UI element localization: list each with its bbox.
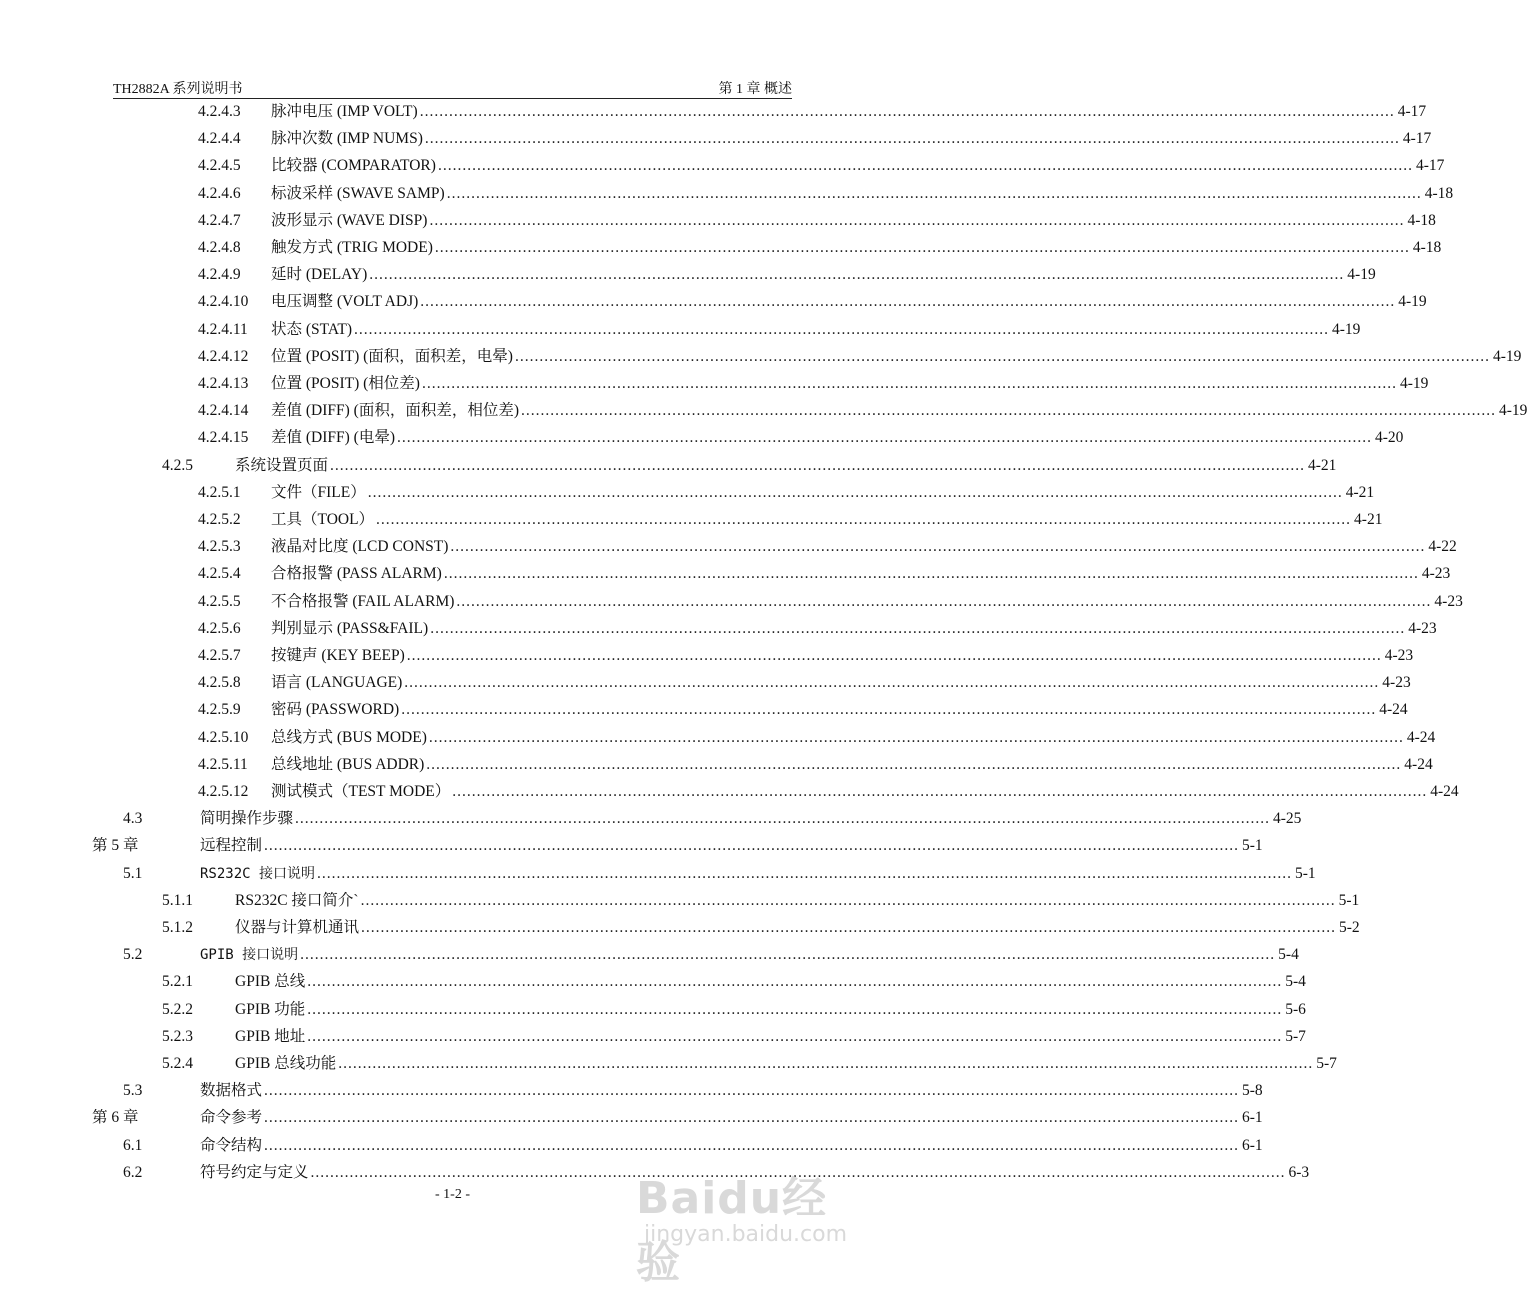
toc-entry-title: GPIB 功能	[235, 1000, 306, 1018]
toc-leader-dots: ........................................................................................................................................................................................................	[430, 619, 1406, 637]
toc-entry-number: 4.2.4.11	[198, 320, 248, 338]
toc-entry-line	[271, 180, 1454, 207]
toc-entry-number: 4.2.4.7	[198, 211, 241, 229]
toc-entry[interactable]	[198, 506, 1383, 533]
toc-entry-title: 不合格报警 (FAIL ALARM)	[271, 592, 455, 610]
toc-entry-page: 5-1	[1338, 891, 1360, 909]
toc-entry[interactable]	[198, 696, 1408, 723]
toc-entry-page: 5-7	[1285, 1027, 1306, 1045]
toc-entry-number: 第 5 章	[92, 837, 139, 855]
toc-leader-dots: ........................................................................................................................................................................................................	[434, 239, 1410, 256]
toc-entry-number: 4.2.5.1	[198, 483, 241, 501]
toc-entry-line	[235, 452, 1337, 479]
toc-entry-page: 4-18	[1412, 239, 1442, 256]
toc-entry-line	[235, 1023, 1306, 1050]
toc-leader-dots: ........................................................................................................................................................................................................	[426, 755, 1402, 773]
toc-entry[interactable]	[123, 860, 1316, 887]
toc-entry-number: 4.2.5.7	[198, 647, 241, 664]
toc-entry-page: 5-4	[1278, 946, 1299, 964]
toc-entry-line	[271, 506, 1383, 533]
toc-entry-number: 4.2.4.12	[198, 347, 249, 365]
toc-entry[interactable]	[162, 996, 1306, 1023]
toc-entry-title: 脉冲电压 (IMP VOLT)	[271, 103, 418, 120]
toc-entry-line	[271, 343, 1522, 370]
toc-leader-dots: ........................................................................................................................................................................................................	[307, 1027, 1283, 1045]
toc-entry[interactable]	[198, 724, 1436, 751]
toc-leader-dots: ........................................................................................................................................................................................................	[450, 538, 1426, 556]
toc-leader-dots: ........................................................................................................................................................................................................	[452, 783, 1428, 800]
toc-entry-title: 电压调整 (VOLT ADJ)	[271, 293, 419, 311]
toc-entry-number: 4.2.4.13	[198, 375, 249, 392]
toc-leader-dots: ........................................................................................................................................................................................................	[446, 184, 1422, 202]
toc-entry-number: 4.2.4.6	[198, 184, 241, 202]
toc-entry-line	[200, 860, 1316, 888]
toc-entry-page: 4-19	[1332, 320, 1361, 338]
toc-entry-line	[271, 261, 1376, 288]
toc-entry-title: 文件（FILE）	[271, 483, 366, 501]
toc-leader-dots: ........................................................................................................................................................................................................	[264, 1136, 1240, 1154]
toc-entry-number: 4.2.4.5	[198, 157, 241, 175]
toc-entry-number: 第 6 章	[92, 1109, 139, 1127]
toc-entry-page: 4-23	[1384, 647, 1414, 664]
toc-entry-title: 语言 (LANGUAGE)	[271, 674, 403, 692]
toc-entry-title: 仪器与计算机通讯	[235, 919, 360, 936]
toc-entry-number: 6.2	[123, 1163, 143, 1181]
toc-leader-dots: ........................................................................................................................................................................................................	[443, 565, 1419, 583]
toc-leader-dots: ........................................................................................................................................................................................................	[401, 701, 1377, 719]
toc-entry-number: 5.2	[123, 946, 143, 964]
toc-entry[interactable]	[198, 288, 1427, 315]
toc-entry-number: 5.1.2	[162, 919, 193, 936]
toc-leader-dots: ........................................................................................................................................................................................................	[295, 810, 1271, 828]
toc-entry-title: 合格报警 (PASS ALARM)	[271, 565, 442, 583]
toc-entry[interactable]	[162, 452, 1337, 479]
toc-entry[interactable]	[198, 560, 1451, 587]
toc-leader-dots: ........................................................................................................................................................................................................	[338, 1055, 1314, 1072]
toc-entry[interactable]	[198, 751, 1433, 778]
toc-entry[interactable]	[162, 887, 1360, 914]
toc-leader-dots: ........................................................................................................................................................................................................	[361, 919, 1337, 936]
toc-entry[interactable]	[198, 533, 1457, 560]
toc-entry[interactable]	[162, 1023, 1306, 1050]
toc-leader-dots: ........................................................................................................................................................................................................	[264, 1082, 1240, 1100]
toc-entry-title: 数据格式	[200, 1082, 263, 1100]
toc-entry-number: 4.2.5.12	[198, 783, 249, 800]
page-number: - 1-2 -	[435, 1187, 470, 1202]
toc-entry-title: 远程控制	[200, 837, 263, 855]
toc-entry-page: 4-25	[1273, 810, 1302, 828]
toc-entry-title: 触发方式 (TRIG MODE)	[271, 239, 433, 256]
toc-entry-number: 4.2.4.4	[198, 130, 241, 148]
toc-entry-line	[271, 207, 1436, 234]
toc-entry[interactable]	[123, 1077, 1263, 1104]
toc-entry-title: 标波采样 (SWAVE SAMP)	[271, 184, 445, 202]
toc-entry[interactable]	[198, 98, 1427, 125]
toc-entry[interactable]	[162, 1050, 1337, 1077]
toc-entry-title: 命令参考	[200, 1109, 263, 1127]
toc-leader-dots: ........................................................................................................................................................................................................	[307, 1000, 1283, 1018]
toc-entry-line	[271, 615, 1437, 642]
toc-entry-page: 4-23	[1408, 619, 1437, 637]
toc-leader-dots: ........................................................................................................................................................................................................	[330, 456, 1306, 474]
toc-entry-page: 4-24	[1406, 728, 1436, 746]
toc-entry-line	[271, 316, 1361, 343]
toc-entry[interactable]	[198, 207, 1436, 234]
toc-leader-dots: ........................................................................................................................................................................................................	[420, 293, 1396, 311]
toc-entry-number: 4.2.5.4	[198, 565, 241, 583]
toc-entry-number: 4.2.5.8	[198, 674, 241, 692]
toc-leader-dots: ........................................................................................................................................................................................................	[419, 103, 1395, 120]
toc-entry[interactable]	[92, 1104, 1263, 1131]
toc-leader-dots: ........................................................................................................................................................................................................	[404, 674, 1380, 692]
toc-entry-line	[200, 1077, 1263, 1104]
toc-entry-number: 4.2.4.10	[198, 293, 249, 311]
toc-entry-title: 总线方式 (BUS MODE)	[271, 728, 427, 746]
toc-entry-line	[271, 751, 1433, 778]
toc-entry-number: 5.3	[123, 1082, 143, 1100]
toc-leader-dots: ........................................................................................................................................................................................................	[397, 429, 1372, 447]
toc-entry-page: 4-19	[1492, 347, 1522, 365]
toc-entry-page: 5-1	[1242, 837, 1263, 855]
toc-leader-dots: ........................................................................................................................................................................................................	[428, 728, 1404, 746]
toc-entry-line	[271, 533, 1457, 560]
toc-entry-line	[235, 887, 1360, 914]
toc-entry-page: 5-1	[1295, 864, 1316, 882]
toc-leader-dots: ........................................................................................................................................................................................................	[300, 946, 1276, 964]
toc-entry-page: 5-4	[1285, 973, 1306, 991]
toc-entry-number: 4.2.5.10	[198, 728, 249, 746]
toc-leader-dots: ........................................................................................................................................................................................................	[424, 130, 1400, 148]
toc-entry-page: 4-19	[1398, 293, 1427, 311]
toc-entry-title: 比较器 (COMPARATOR)	[271, 157, 436, 175]
toc-entry-title: 判别显示 (PASS&FAIL)	[271, 619, 429, 637]
toc-entry-line	[235, 1050, 1337, 1077]
toc-entry-page: 4-19	[1499, 402, 1527, 420]
toc-leader-dots: ........................................................................................................................................................................................................	[310, 1163, 1286, 1181]
toc-entry-title: 延时 (DELAY)	[271, 266, 368, 284]
toc-entry-page: 4-24	[1430, 783, 1459, 800]
toc-entry-title: 差值 (DIFF) (电晕)	[271, 429, 395, 447]
toc-entry-line	[271, 397, 1527, 424]
toc-entry[interactable]	[198, 234, 1442, 261]
toc-entry-page: 4-24	[1379, 701, 1408, 719]
toc-entry-page: 4-21	[1308, 456, 1337, 474]
toc-entry-title: GPIB 地址	[235, 1027, 306, 1045]
toc-leader-dots: ........................................................................................................................................................................................................	[264, 837, 1240, 855]
toc-entry-line	[271, 778, 1459, 805]
toc-entry-page: 6-1	[1242, 1109, 1263, 1127]
toc-entry[interactable]	[198, 261, 1376, 288]
toc-entry-page: 5-8	[1242, 1082, 1263, 1100]
toc-entry-number: 4.2.4.9	[198, 266, 241, 284]
toc-entry-number: 4.2.5.3	[198, 538, 241, 556]
toc-entry-title: GPIB 总线功能	[235, 1055, 337, 1072]
toc-entry[interactable]	[198, 180, 1454, 207]
toc-entry-page: 4-23	[1434, 592, 1463, 610]
toc-entry-line	[200, 1104, 1263, 1131]
toc-entry-page: 4-19	[1399, 375, 1429, 392]
toc-entry-title: 符号约定与定义	[200, 1163, 309, 1181]
toc-leader-dots: ........................................................................................................................................................................................................	[437, 157, 1413, 175]
watermark-url: jingyan.baidu.com	[644, 1222, 848, 1247]
toc-entry-title: 测试模式（TEST MODE）	[271, 783, 451, 800]
toc-entry-number: 4.2.5.9	[198, 701, 241, 719]
toc-entry-page: 4-19	[1347, 266, 1376, 284]
toc-entry[interactable]	[198, 424, 1404, 451]
toc-leader-dots: ........................................................................................................................................................................................................	[360, 891, 1336, 909]
toc-entry-number: 6.1	[123, 1136, 143, 1154]
toc-entry-line	[235, 996, 1306, 1023]
toc-entry-number: 4.2.4.14	[198, 402, 249, 420]
toc-entry-page: 4-21	[1345, 483, 1375, 501]
toc-entry[interactable]	[198, 343, 1522, 370]
toc-entry[interactable]	[198, 642, 1414, 669]
toc-entry[interactable]	[198, 479, 1375, 506]
toc-entry-title: 工具（TOOL）	[271, 511, 375, 528]
toc-entry-line	[271, 424, 1404, 451]
toc-entry-title: 差值 (DIFF) (面积，面积差，相位差)	[271, 402, 519, 420]
toc-entry-title: 密码 (PASSWORD)	[271, 701, 400, 719]
toc-entry-title: 按键声 (KEY BEEP)	[271, 647, 405, 664]
toc-entry-line	[271, 560, 1451, 587]
toc-entry-line	[271, 479, 1375, 506]
toc-entry-page: 4-20	[1375, 429, 1404, 447]
toc-entry[interactable]	[123, 805, 1302, 832]
toc-entry-page: 4-23	[1382, 674, 1411, 692]
toc-entry-page: 4-17	[1402, 130, 1432, 148]
toc-entry-number: 5.2.2	[162, 1000, 193, 1018]
toc-entry[interactable]	[198, 588, 1463, 615]
toc-entry[interactable]	[198, 669, 1411, 696]
toc-entry-number: 4.2.5	[162, 456, 193, 474]
toc-leader-dots: ........................................................................................................................................................................................................	[369, 266, 1345, 284]
toc-entry-page: 4-23	[1421, 565, 1451, 583]
toc-entry-page: 6-1	[1242, 1136, 1263, 1154]
toc-entry-line	[271, 125, 1432, 152]
toc-entry-number: 4.2.4.3	[198, 103, 241, 120]
toc-entry-title: 位置 (POSIT) (面积，面积差，电晕)	[271, 347, 513, 365]
toc-entry-line	[271, 669, 1411, 696]
toc-entry[interactable]	[92, 832, 1263, 859]
toc-entry-line	[200, 1132, 1263, 1159]
toc-leader-dots: ........................................................................................................................................................................................................	[367, 483, 1343, 501]
toc-entry-title: RS232C 接口说明	[200, 865, 316, 882]
toc-entry[interactable]	[198, 615, 1437, 642]
toc-entry[interactable]	[198, 125, 1432, 152]
toc-leader-dots: ........................................................................................................................................................................................................	[406, 647, 1382, 664]
toc-entry-line	[271, 370, 1429, 397]
toc-entry-line	[271, 588, 1463, 615]
toc-entry-line	[200, 805, 1302, 832]
toc-leader-dots: ........................................................................................................................................................................................................	[317, 864, 1293, 882]
toc-entry-line	[271, 724, 1436, 751]
watermark	[636, 1162, 866, 1288]
toc-entry-title: 总线地址 (BUS ADDR)	[271, 755, 425, 773]
toc-entry[interactable]	[123, 1132, 1263, 1159]
toc-entry-page: 5-7	[1316, 1055, 1337, 1072]
toc-entry-number: 4.3	[123, 810, 143, 828]
toc-entry[interactable]	[162, 968, 1306, 995]
toc-entry-page: 5-2	[1339, 919, 1360, 936]
toc-entry-page: 5-6	[1285, 1000, 1306, 1018]
toc-entry-title: 简明操作步骤	[200, 810, 294, 828]
toc-entry-page: 4-18	[1424, 184, 1454, 202]
toc-entry-page: 4-17	[1415, 157, 1445, 175]
toc-entry-number: 4.2.5.2	[198, 511, 241, 528]
toc-entry-line	[271, 642, 1414, 669]
toc-entry-page: 4-17	[1397, 103, 1427, 120]
header-chapter: 第 1 章 概述	[718, 82, 792, 97]
toc-entry[interactable]	[123, 941, 1299, 968]
toc-entry[interactable]	[198, 316, 1361, 343]
toc-entry-number: 4.2.5.5	[198, 592, 241, 610]
toc-entry-title: 液晶对比度 (LCD CONST)	[271, 538, 449, 556]
toc-entry-title: GPIB 总线	[235, 973, 306, 991]
toc-entry-line	[235, 914, 1360, 941]
toc-entry-line	[200, 832, 1263, 859]
toc-entry[interactable]	[198, 397, 1527, 424]
toc-entry-title: 脉冲次数 (IMP NUMS)	[271, 130, 423, 148]
toc-entry-page: 4-18	[1407, 211, 1436, 229]
toc-entry-number: 5.1	[123, 864, 143, 882]
toc-entry-title: 命令结构	[200, 1136, 263, 1154]
toc-entry-title: RS232C 接口简介`	[235, 891, 359, 909]
toc-leader-dots: ........................................................................................................................................................................................................	[307, 973, 1283, 991]
toc-entry-line	[271, 152, 1445, 179]
toc-entry[interactable]	[198, 778, 1459, 805]
toc-leader-dots: ........................................................................................................................................................................................................	[429, 211, 1405, 229]
toc-leader-dots: ........................................................................................................................................................................................................	[521, 402, 1496, 420]
toc-entry-line	[271, 98, 1427, 125]
page-header	[113, 76, 792, 99]
toc-entry-number: 4.2.5.6	[198, 619, 241, 637]
toc-leader-dots: ........................................................................................................................................................................................................	[514, 347, 1490, 365]
toc-entry-title: GPIB 接口说明	[200, 947, 299, 964]
toc-entry-page: 4-21	[1354, 511, 1383, 528]
toc-entry-number: 5.2.1	[162, 973, 193, 991]
toc-entry-number: 5.2.3	[162, 1027, 193, 1045]
toc-entry[interactable]	[198, 370, 1429, 397]
toc-entry-number: 4.2.5.11	[198, 755, 248, 773]
toc-entry-page: 4-22	[1428, 538, 1457, 556]
toc-entry-number: 5.1.1	[162, 891, 193, 909]
toc-entry-line	[271, 288, 1427, 315]
header-doc-title: TH2882A 系列说明书	[113, 82, 243, 97]
toc-entry-line	[200, 941, 1299, 969]
toc-leader-dots: ........................................................................................................................................................................................................	[264, 1109, 1240, 1127]
toc-entry-title: 波形显示 (WAVE DISP)	[271, 211, 428, 229]
toc-entry-number: 4.2.4.8	[198, 239, 241, 256]
toc-entry-line	[235, 968, 1306, 995]
toc-entry-page: 4-24	[1404, 755, 1433, 773]
toc-leader-dots: ........................................................................................................................................................................................................	[376, 511, 1352, 528]
toc-entry-title: 系统设置页面	[235, 456, 329, 474]
toc-leader-dots: ........................................................................................................................................................................................................	[421, 375, 1397, 392]
toc-entry-number: 5.2.4	[162, 1055, 193, 1072]
watermark-logo: Baidu经验	[636, 1173, 828, 1288]
toc-entry-line	[271, 234, 1442, 261]
toc-entry-line	[271, 696, 1408, 723]
toc-leader-dots: ........................................................................................................................................................................................................	[456, 592, 1432, 610]
toc-entry-number: 4.2.4.15	[198, 429, 249, 447]
toc-entry-title: 位置 (POSIT) (相位差)	[271, 375, 420, 392]
toc-entry-page: 6-3	[1288, 1163, 1310, 1181]
toc-entry[interactable]	[198, 152, 1445, 179]
toc-entry[interactable]	[162, 914, 1360, 941]
toc-leader-dots: ........................................................................................................................................................................................................	[354, 320, 1329, 338]
toc-entry-title: 状态 (STAT)	[271, 320, 352, 338]
